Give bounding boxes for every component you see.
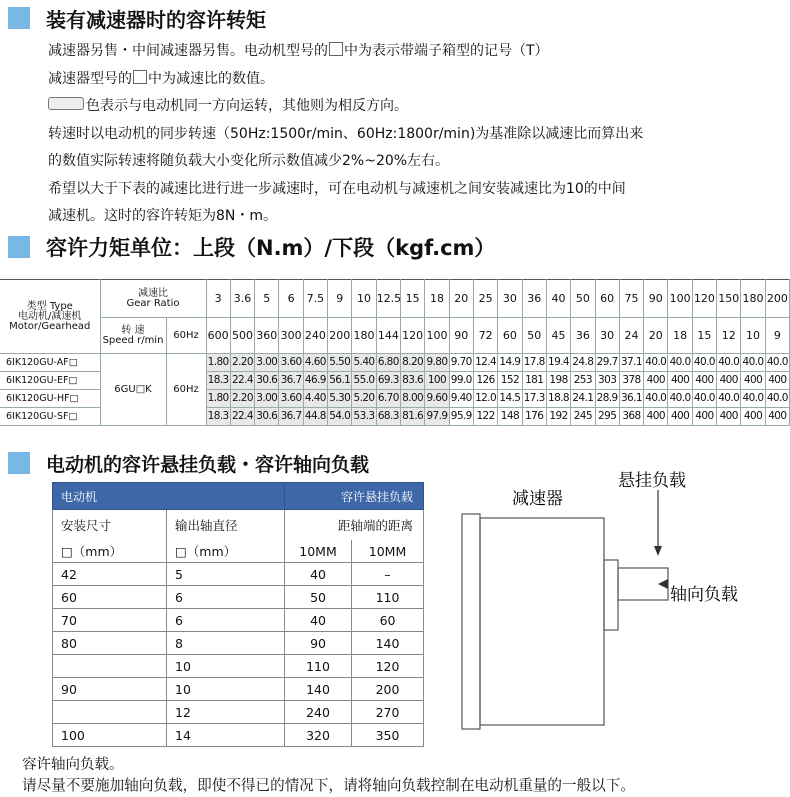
gear-ratio-label-line: Gear Ratio [126, 297, 180, 309]
ratio-cell: 7.5 [303, 280, 327, 318]
torque-cell: 30.6 [255, 408, 279, 426]
torque-cell: 95.9 [449, 408, 473, 426]
hz-label: 60Hz [166, 318, 206, 354]
hang-load-cell: 40 [285, 609, 352, 632]
line-6: 希望以大于下表的减速比进行进一步减速时，可在电动机与减速机之间安装减速比为10的中间 [48, 180, 626, 197]
col2-label: 10MM [352, 540, 424, 563]
axial-arrow-head [658, 579, 668, 589]
ratio-cell: 30 [498, 280, 522, 318]
torque-cell: 12.0 [473, 390, 497, 408]
torque-cell: 9.70 [449, 354, 473, 372]
section-header-loads [8, 449, 369, 477]
section-header-torque-unit [8, 233, 495, 261]
ratio-cell: 5 [255, 280, 279, 318]
speed-cell: 9 [765, 318, 789, 354]
hang-load-cell: 50 [285, 586, 352, 609]
mount-cell [53, 701, 167, 724]
speed-cell: 90 [449, 318, 473, 354]
ratio-cell: 50 [571, 280, 595, 318]
torque-cell: 18.3 [206, 372, 230, 390]
shaft-cell: 5 [167, 563, 285, 586]
ratio-cell: 200 [765, 280, 789, 318]
torque-cell: 400 [741, 372, 765, 390]
ratio-cell: 36 [522, 280, 546, 318]
ratio-cell: 150 [717, 280, 741, 318]
type-label-line: 类型 Type [26, 300, 73, 312]
load-row [53, 655, 424, 678]
load-row [53, 701, 424, 724]
note-title: 容许轴向负载。 [22, 757, 124, 773]
hang-load-cell-2: 200 [352, 678, 424, 701]
torque-cell: 9.80 [425, 354, 449, 372]
torque-cell: 99.0 [449, 372, 473, 390]
gear-ratio-row [0, 280, 790, 318]
load-row [53, 609, 424, 632]
speed-cell: 240 [303, 318, 327, 354]
shaft-cell: 12 [167, 701, 285, 724]
torque-cell: 122 [473, 408, 497, 426]
speed-cell: 45 [546, 318, 570, 354]
torque-cell: 245 [571, 408, 595, 426]
shaft-cell: 8 [167, 632, 285, 655]
ratio-cell: 3.6 [230, 280, 254, 318]
torque-cell: 40.0 [644, 354, 668, 372]
torque-cell: 3.60 [279, 354, 303, 372]
speed-cell: 300 [279, 318, 303, 354]
hang-load-cell: 90 [285, 632, 352, 655]
gearbox-outline [462, 514, 480, 729]
torque-cell: 6.70 [376, 390, 400, 408]
torque-cell: 68.3 [376, 408, 400, 426]
torque-cell: 400 [668, 372, 692, 390]
torque-cell: 3.60 [279, 390, 303, 408]
torque-cell: 152 [498, 372, 522, 390]
shaft-label: 输出轴直径 [167, 510, 285, 541]
torque-cell: 40.0 [644, 390, 668, 408]
speed-cell: 120 [401, 318, 425, 354]
torque-cell: 37.1 [619, 354, 643, 372]
torque-cell: 253 [571, 372, 595, 390]
section-marker [8, 7, 30, 29]
torque-cell: 6.80 [376, 354, 400, 372]
type-label [0, 280, 100, 354]
load-row [53, 586, 424, 609]
speed-cell: 200 [328, 318, 352, 354]
torque-cell: 24.8 [571, 354, 595, 372]
torque-cell: 1.80 [206, 390, 230, 408]
torque-cell: 4.60 [303, 354, 327, 372]
speed-cell: 10 [741, 318, 765, 354]
ratio-cell: 180 [741, 280, 765, 318]
load-table-header [53, 483, 424, 510]
section-header-allowable-torque [8, 4, 266, 32]
torque-cell: 2.20 [230, 390, 254, 408]
torque-cell: 40.0 [668, 390, 692, 408]
motor-label: 电动机 [53, 483, 285, 510]
box-symbol [133, 70, 147, 84]
torque-cell: 148 [498, 408, 522, 426]
type-label-line: Motor/Gearhead [9, 320, 91, 332]
torque-cell: 44.8 [303, 408, 327, 426]
ratio-cell: 25 [473, 280, 497, 318]
hang-load-cell: 110 [285, 655, 352, 678]
hang-load-cell-2: 120 [352, 655, 424, 678]
speed-cell: 20 [644, 318, 668, 354]
torque-cell: 368 [619, 408, 643, 426]
model-cell: 6IK120GU-HF□ [0, 390, 100, 408]
col1-label: 10MM [285, 540, 352, 563]
ratio-cell: 100 [668, 280, 692, 318]
torque-cell: 295 [595, 408, 619, 426]
speed-cell: 100 [425, 318, 449, 354]
torque-cell: 40.0 [741, 354, 765, 372]
speed-cell: 600 [206, 318, 230, 354]
section-marker [8, 452, 30, 474]
torque-cell: 400 [765, 372, 789, 390]
speed-cell: 18 [668, 318, 692, 354]
speed-cell: 50 [522, 318, 546, 354]
speed-cell: 144 [376, 318, 400, 354]
shaft-cell: 14 [167, 724, 285, 747]
torque-cell: 14.9 [498, 354, 522, 372]
type-label-line: 电动机/减速机 [18, 310, 82, 322]
torque-cell: 40.0 [668, 354, 692, 372]
section-title: 电动机的容许悬挂负载・容许轴向负载 [46, 453, 370, 476]
ratio-cell: 20 [449, 280, 473, 318]
torque-cell: 12.4 [473, 354, 497, 372]
speed-cell: 60 [498, 318, 522, 354]
torque-cell: 17.8 [522, 354, 546, 372]
torque-cell: 9.40 [449, 390, 473, 408]
torque-cell: 55.0 [352, 372, 376, 390]
torque-cell: 36.7 [279, 372, 303, 390]
speed-label-line: Speed r/min [102, 334, 164, 346]
torque-cell: 28.9 [595, 390, 619, 408]
speed-label [100, 318, 166, 354]
section-marker [8, 236, 30, 258]
torque-row [0, 354, 790, 372]
torque-cell: 3.00 [255, 354, 279, 372]
torque-cell: 97.9 [425, 408, 449, 426]
load-diagram [460, 460, 780, 740]
mount-cell: 60 [53, 586, 167, 609]
torque-cell: 4.40 [303, 390, 327, 408]
torque-cell: 30.6 [255, 372, 279, 390]
torque-cell: 2.20 [230, 354, 254, 372]
speed-row [0, 318, 790, 354]
torque-table [0, 279, 790, 426]
hang-load-cell-2: 270 [352, 701, 424, 724]
shaft-cell: 6 [167, 609, 285, 632]
mount-label: 安装尺寸 [53, 510, 167, 541]
model-cell: 6IK120GU-SF□ [0, 408, 100, 426]
torque-cell: 198 [546, 372, 570, 390]
torque-cell: 56.1 [328, 372, 352, 390]
torque-cell: 22.4 [230, 408, 254, 426]
torque-cell: 36.1 [619, 390, 643, 408]
load-row [53, 678, 424, 701]
torque-cell: 14.5 [498, 390, 522, 408]
torque-cell: 17.3 [522, 390, 546, 408]
torque-cell: 40.0 [741, 390, 765, 408]
torque-cell: 40.0 [765, 390, 789, 408]
torque-cell: 40.0 [717, 354, 741, 372]
torque-cell: 5.30 [328, 390, 352, 408]
torque-cell: 400 [644, 372, 668, 390]
speed-label-line: 转 速 [121, 324, 145, 336]
hang-load-cell: 140 [285, 678, 352, 701]
hang-load-label: 悬挂负载 [618, 471, 686, 491]
mount-cell: 100 [53, 724, 167, 747]
torque-cell: 18.8 [546, 390, 570, 408]
ratio-cell: 40 [546, 280, 570, 318]
hang-load-cell: 240 [285, 701, 352, 724]
torque-cell: 176 [522, 408, 546, 426]
gear-label: 减速器 [512, 489, 563, 509]
allow-label: 容许悬挂负载 [285, 483, 424, 510]
line-4: 转速时以电动机的同步转速（50Hz:1500r/min、60Hz:1800r/min)为基准除以减速比而算出来 [48, 125, 644, 142]
torque-cell: 40.0 [717, 390, 741, 408]
ratio-cell: 75 [619, 280, 643, 318]
shaft-cell: 10 [167, 655, 285, 678]
line-3: 色表示与电动机同一方向运转，其他则为相反方向。 [48, 93, 643, 121]
axial-load-label: 轴向负载 [670, 585, 738, 605]
torque-cell: 303 [595, 372, 619, 390]
torque-cell: 40.0 [692, 354, 716, 372]
torque-cell: 5.20 [352, 390, 376, 408]
ratio-cell: 60 [595, 280, 619, 318]
hang-load-cell-2: 110 [352, 586, 424, 609]
torque-cell: 46.9 [303, 372, 327, 390]
ratio-cell: 6 [279, 280, 303, 318]
shaft-collar [604, 560, 618, 630]
hang-load-cell: 320 [285, 724, 352, 747]
speed-cell: 360 [255, 318, 279, 354]
section-title: 容许力矩单位：上段（N.m）/下段（kgf.cm） [46, 236, 496, 260]
torque-cell: 40.0 [765, 354, 789, 372]
section-title: 装有减速器时的容许转矩 [46, 7, 266, 32]
mount-unit: □（mm） [53, 540, 167, 563]
load-row [53, 724, 424, 747]
hang-load-cell-2: 60 [352, 609, 424, 632]
hang-load-cell-2: – [352, 563, 424, 586]
hang-arrow-head [654, 546, 662, 556]
torque-cell: 8.20 [401, 354, 425, 372]
torque-cell: 81.6 [401, 408, 425, 426]
gear-ratio-label-line: 减速比 [138, 287, 168, 299]
torque-cell: 400 [765, 408, 789, 426]
speed-cell: 36 [571, 318, 595, 354]
line-7: 减速机。这时的容许转矩为8N・m。 [48, 208, 278, 224]
torque-cell: 400 [692, 372, 716, 390]
mount-cell: 42 [53, 563, 167, 586]
ratio-cell: 120 [692, 280, 716, 318]
shade-swatch [48, 97, 84, 110]
torque-cell: 29.7 [595, 354, 619, 372]
torque-cell: 181 [522, 372, 546, 390]
load-row [53, 563, 424, 586]
torque-cell: 1.80 [206, 354, 230, 372]
distance-label: 距轴端的距离 [285, 510, 424, 541]
note-body: 请尽量不要施加轴向负载，即使不得已的情况下，请将轴向负载控制在电动机重量的一般以下。 [22, 777, 635, 794]
speed-cell: 30 [595, 318, 619, 354]
gearbox-body [480, 518, 604, 725]
torque-cell: 5.40 [352, 354, 376, 372]
model-cell: 6IK120GU-AF□ [0, 354, 100, 372]
torque-cell: 24.1 [571, 390, 595, 408]
ratio-cell: 18 [425, 280, 449, 318]
ratio-cell: 10 [352, 280, 376, 318]
gearhead-cell: 6GU□K [100, 354, 166, 426]
hz-cell: 60Hz [166, 354, 206, 426]
torque-cell: 400 [692, 408, 716, 426]
torque-cell: 378 [619, 372, 643, 390]
torque-cell: 126 [473, 372, 497, 390]
torque-cell: 54.0 [328, 408, 352, 426]
box-symbol [329, 42, 343, 56]
ratio-cell: 12.5 [376, 280, 400, 318]
torque-cell: 9.60 [425, 390, 449, 408]
model-cell: 6IK120GU-EF□ [0, 372, 100, 390]
torque-cell: 5.50 [328, 354, 352, 372]
mount-cell: 80 [53, 632, 167, 655]
load-row [53, 632, 424, 655]
line-1: 减速器另售・中间减速器另售。电动机型号的 中为表示带端子箱型的记号（T） [48, 43, 549, 59]
speed-cell: 500 [230, 318, 254, 354]
torque-cell: 83.6 [401, 372, 425, 390]
ratio-cell: 3 [206, 280, 230, 318]
speed-cell: 24 [619, 318, 643, 354]
torque-cell: 3.00 [255, 390, 279, 408]
gear-ratio-label [100, 280, 206, 318]
speed-cell: 12 [717, 318, 741, 354]
mount-cell: 70 [53, 609, 167, 632]
ratio-cell: 9 [328, 280, 352, 318]
shaft-unit: □（mm） [167, 540, 285, 563]
torque-cell: 69.3 [376, 372, 400, 390]
torque-cell: 18.3 [206, 408, 230, 426]
shaft-cell: 6 [167, 586, 285, 609]
torque-cell: 100 [425, 372, 449, 390]
torque-cell: 400 [644, 408, 668, 426]
torque-cell: 8.00 [401, 390, 425, 408]
description-text [48, 38, 643, 231]
mount-cell: 90 [53, 678, 167, 701]
speed-cell: 72 [473, 318, 497, 354]
load-table [52, 482, 424, 747]
speed-cell: 15 [692, 318, 716, 354]
hang-load-cell-2: 140 [352, 632, 424, 655]
torque-cell: 400 [668, 408, 692, 426]
mount-cell [53, 655, 167, 678]
speed-cell: 180 [352, 318, 376, 354]
torque-cell: 40.0 [692, 390, 716, 408]
line-5: 的数值实际转速将随负载大小变化所示数值减少2%~20%左右。 [48, 153, 450, 169]
hang-load-cell: 40 [285, 563, 352, 586]
torque-cell: 400 [741, 408, 765, 426]
ratio-cell: 15 [401, 280, 425, 318]
ratio-cell: 90 [644, 280, 668, 318]
torque-cell: 400 [717, 372, 741, 390]
line-2: 减速器型号的 中为减速比的数值。 [48, 70, 274, 87]
torque-cell: 400 [717, 408, 741, 426]
torque-cell: 192 [546, 408, 570, 426]
shaft-cell: 10 [167, 678, 285, 701]
torque-cell: 53.3 [352, 408, 376, 426]
torque-cell: 19.4 [546, 354, 570, 372]
hang-load-cell-2: 350 [352, 724, 424, 747]
torque-cell: 22.4 [230, 372, 254, 390]
torque-cell: 36.7 [279, 408, 303, 426]
